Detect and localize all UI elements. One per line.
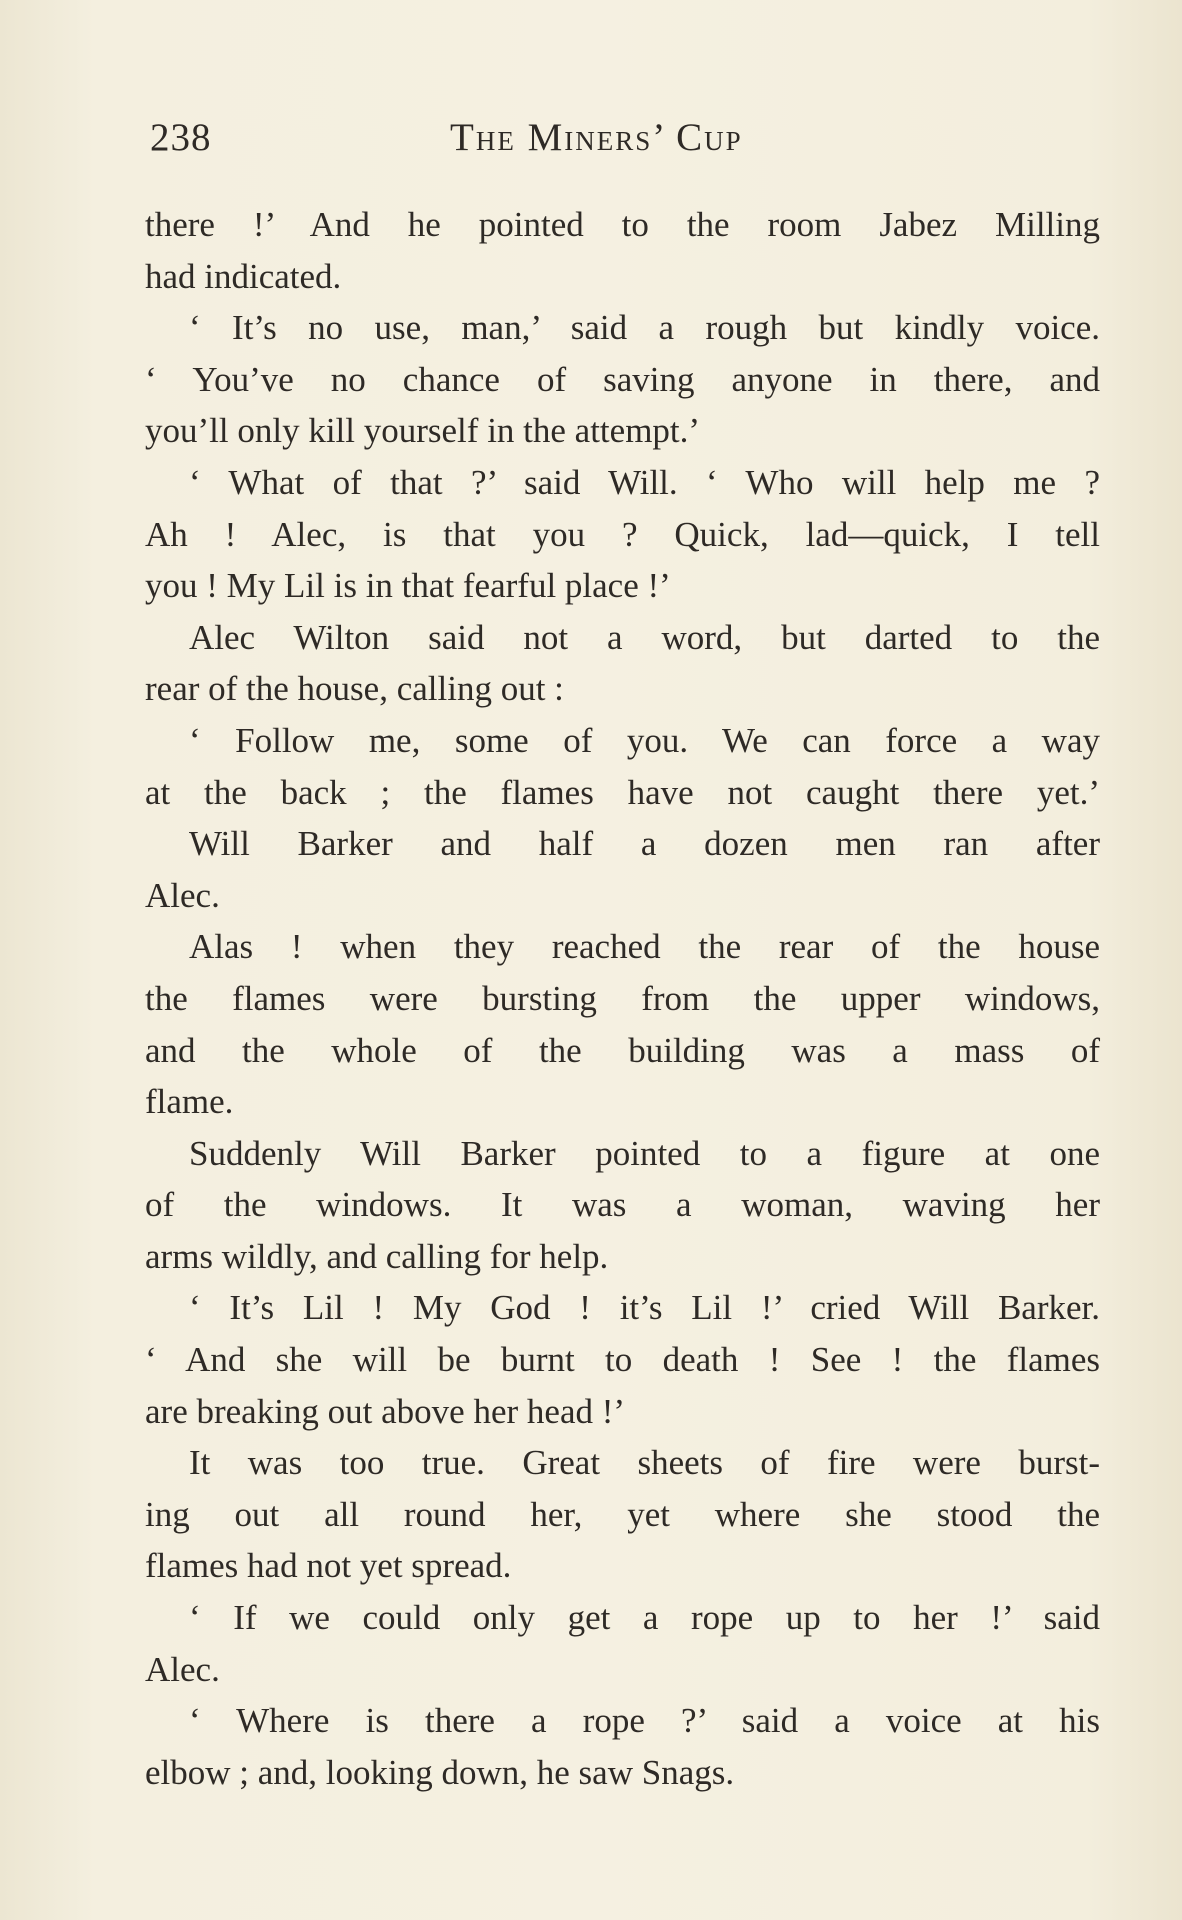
text-line: at the back ; the flames have not caught there yet.’ [145, 772, 1100, 812]
text-line: of the windows. It was a woman, waving her [145, 1185, 1100, 1225]
text-line: ‘ It’s no use, man,’ said a rough but kindly voice. [189, 308, 1100, 348]
text-line: ‘ Follow me, some of you. We can force a way [189, 720, 1100, 760]
text-line: ‘ You’ve no chance of saving anyone in there, and [145, 359, 1100, 399]
text-line: Ah ! Alec, is that you ? Quick, lad—quick, I tell [145, 514, 1100, 554]
text-line: ing out all round her, yet where she stood the [145, 1494, 1100, 1534]
text-line: Suddenly Will Barker pointed to a figure at one [189, 1133, 1100, 1173]
body-text [145, 199, 1100, 1798]
text-line: flame. [145, 1082, 234, 1122]
text-line: ‘ If we could only get a rope up to her !’ said [189, 1598, 1100, 1638]
text-line: It was too true. Great sheets of fire were burst- [189, 1443, 1100, 1483]
text-line: arms wildly, and calling for help. [145, 1236, 609, 1276]
text-line: there !’ And he pointed to the room Jabez Milling [145, 205, 1100, 244]
text-line: are breaking out above her head !’ [145, 1391, 626, 1431]
text-line: ‘ What of that ?’ said Will. ‘ Who will help me ? [189, 462, 1100, 502]
text-line: Will Barker and half a dozen men ran after [189, 824, 1100, 864]
text-line: you ! My Lil is in that fearful place !’ [145, 566, 671, 606]
text-line: Alec. [145, 875, 220, 915]
text-line: and the whole of the building was a mass of [145, 1030, 1100, 1070]
page-number: 238 [150, 116, 212, 159]
text-line: Alas ! when they reached the rear of the house [189, 927, 1100, 967]
text-line: ‘ Where is there a rope ?’ said a voice at his [189, 1701, 1100, 1741]
text-line: Alec Wilton said not a word, but darted to the [189, 617, 1100, 657]
text-line: rear of the house, calling out : [145, 669, 564, 709]
text-line: had indicated. [145, 256, 342, 296]
running-head: The Miners’ Cup [450, 116, 743, 159]
text-line: you’ll only kill yourself in the attempt.’ [145, 411, 701, 451]
page-header [150, 115, 1100, 165]
text-line: elbow ; and, looking down, he saw Snags. [145, 1752, 735, 1792]
text-line: the flames were bursting from the upper windows, [145, 978, 1100, 1018]
text-line: ‘ It’s Lil ! My God ! it’s Lil !’ cried Will Barker. [189, 1288, 1100, 1328]
text-line: flames had not yet spread. [145, 1546, 512, 1586]
text-line: ‘ And she will be burnt to death ! See ! the flames [145, 1340, 1100, 1380]
text-line: Alec. [145, 1649, 220, 1689]
